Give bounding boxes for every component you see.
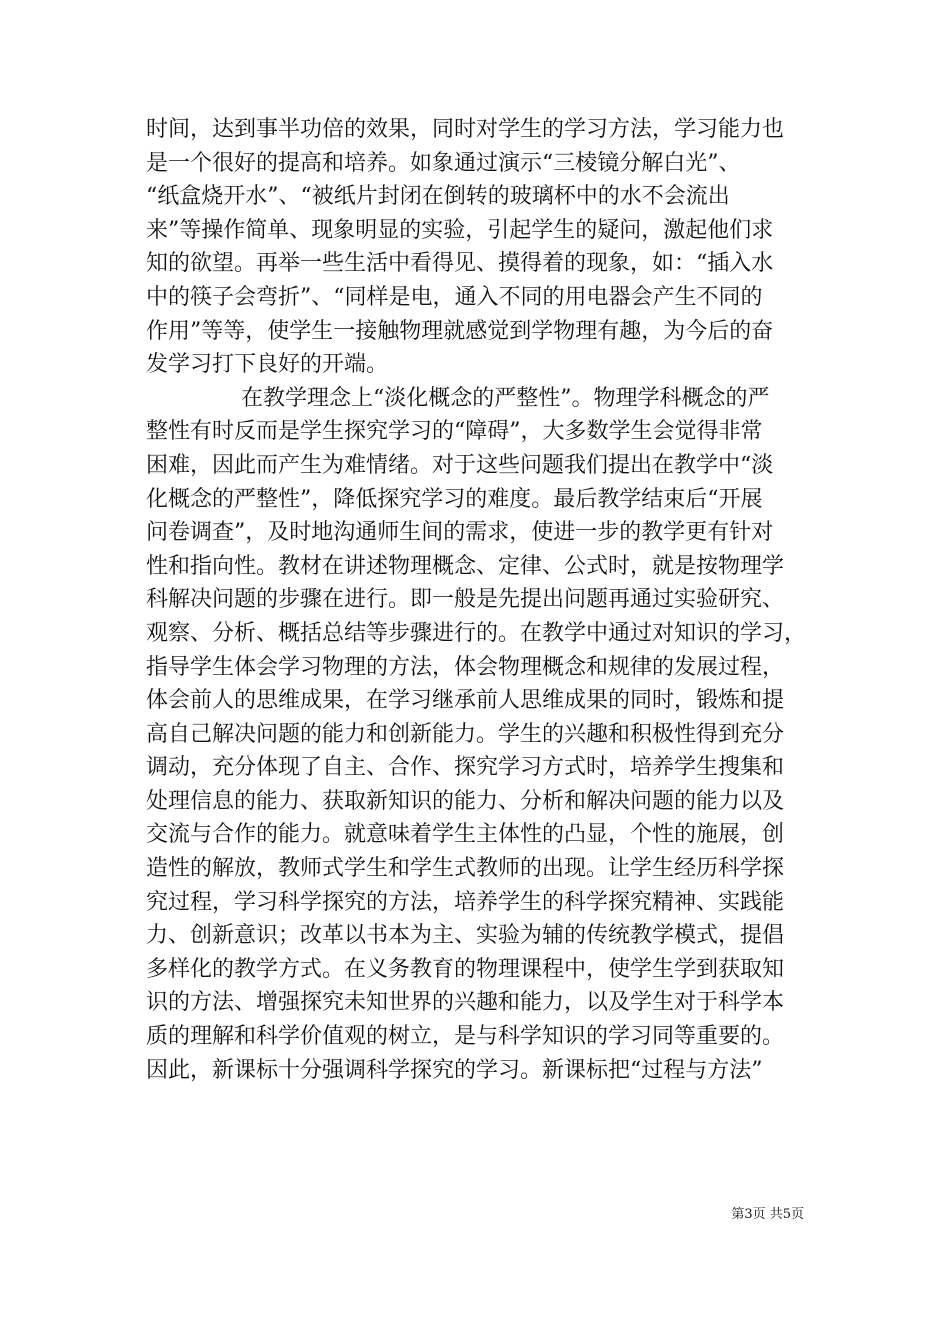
text-line: 多样化的教学方式。在义务教育的物理课程中，使学生学到获取知: [146, 956, 785, 982]
text-line: 处理信息的能力、获取新知识的能力、分析和解决问题的能力以及: [146, 788, 785, 814]
text-line: 困难，因此而产生为难情绪。对于这些问题我们提出在教学中“淡: [146, 452, 774, 478]
text-line: 观察、分析、概括总结等步骤进行的。在教学中通过对知识的学习，: [146, 620, 807, 646]
text-line: 体会前人的思维成果，在学习继承前人思维成果的同时，锻炼和提: [146, 688, 785, 714]
page-number-footer: 第3页 共5页: [731, 1207, 804, 1222]
paragraph-start-line: 在教学理念上“淡化概念的严整性”。物理学科概念的严: [241, 385, 770, 411]
text-line: 识的方法、增强探究未知世界的兴趣和能力，以及学生对于科学本: [146, 990, 785, 1016]
text-line: 是一个很好的提高和培养。如象通过演示“三棱镜分解白光”、: [146, 150, 741, 176]
text-line: 时间，达到事半功倍的效果，同时对学生的学习方法，学习能力也: [146, 117, 785, 142]
text-line: 性和指向性。教材在讲述物理概念、定律、公式时，就是按物理学: [146, 553, 785, 579]
text-line: 作用”等等，使学生一接触物理就感觉到学物理有趣，为今后的奋: [146, 318, 774, 344]
body-text: [146, 113, 826, 1087]
text-line: 究过程，学习科学探究的方法，培养学生的科学探究精神、实践能: [146, 889, 785, 915]
text-line: 造性的解放，教师式学生和学生式教师的出现。让学生经历科学探: [146, 856, 785, 882]
text-line: 调动，充分体现了自主、合作、探究学习方式时，培养学生搜集和: [146, 755, 785, 781]
text-line: 问卷调查”，及时地沟通师生间的需求，使进一步的教学更有针对: [146, 520, 774, 546]
text-line: 高自己解决问题的能力和创新能力。学生的兴趣和积极性得到充分: [146, 721, 785, 747]
text-line: “纸盒烧开水”、“被纸片封闭在倒转的玻璃杯中的水不会流出: [146, 184, 730, 210]
text-line: 力、创新意识；改革以书本为主、实验为辅的传统教学模式，提倡: [146, 923, 785, 949]
text-line: 因此，新课标十分强调科学探究的学习。新课标把“过程与方法”: [146, 1057, 763, 1083]
text-line: 质的理解和科学价值观的树立，是与科学知识的学习同等重要的。: [146, 1024, 785, 1050]
text-line: 科解决问题的步骤在进行。即一般是先提出问题再通过实验研究、: [146, 587, 785, 613]
text-line: 中的筷子会弯折”、“同样是电，通入不同的用电器会产生不同的: [146, 284, 763, 310]
text-line: 化概念的严整性”，降低探究学习的难度。最后教学结束后“开展: [146, 486, 763, 512]
text-line: 指导学生体会学习物理的方法，体会物理概念和规律的发展过程，: [146, 654, 785, 680]
text-line: 发学习打下良好的开端。: [146, 352, 389, 378]
text-line: 知的欲望。再举一些生活中看得见、摸得着的现象，如：“插入水: [146, 251, 774, 277]
text-line: 来”等操作简单、现象明显的实验，引起学生的疑问，激起他们求: [146, 217, 774, 243]
text-line: 交流与合作的能力。就意味着学生主体性的凸显，个性的施展，创: [146, 822, 785, 848]
text-line: 整性有时反而是学生探究学习的“障碍”，大多数学生会觉得非常: [146, 419, 763, 445]
